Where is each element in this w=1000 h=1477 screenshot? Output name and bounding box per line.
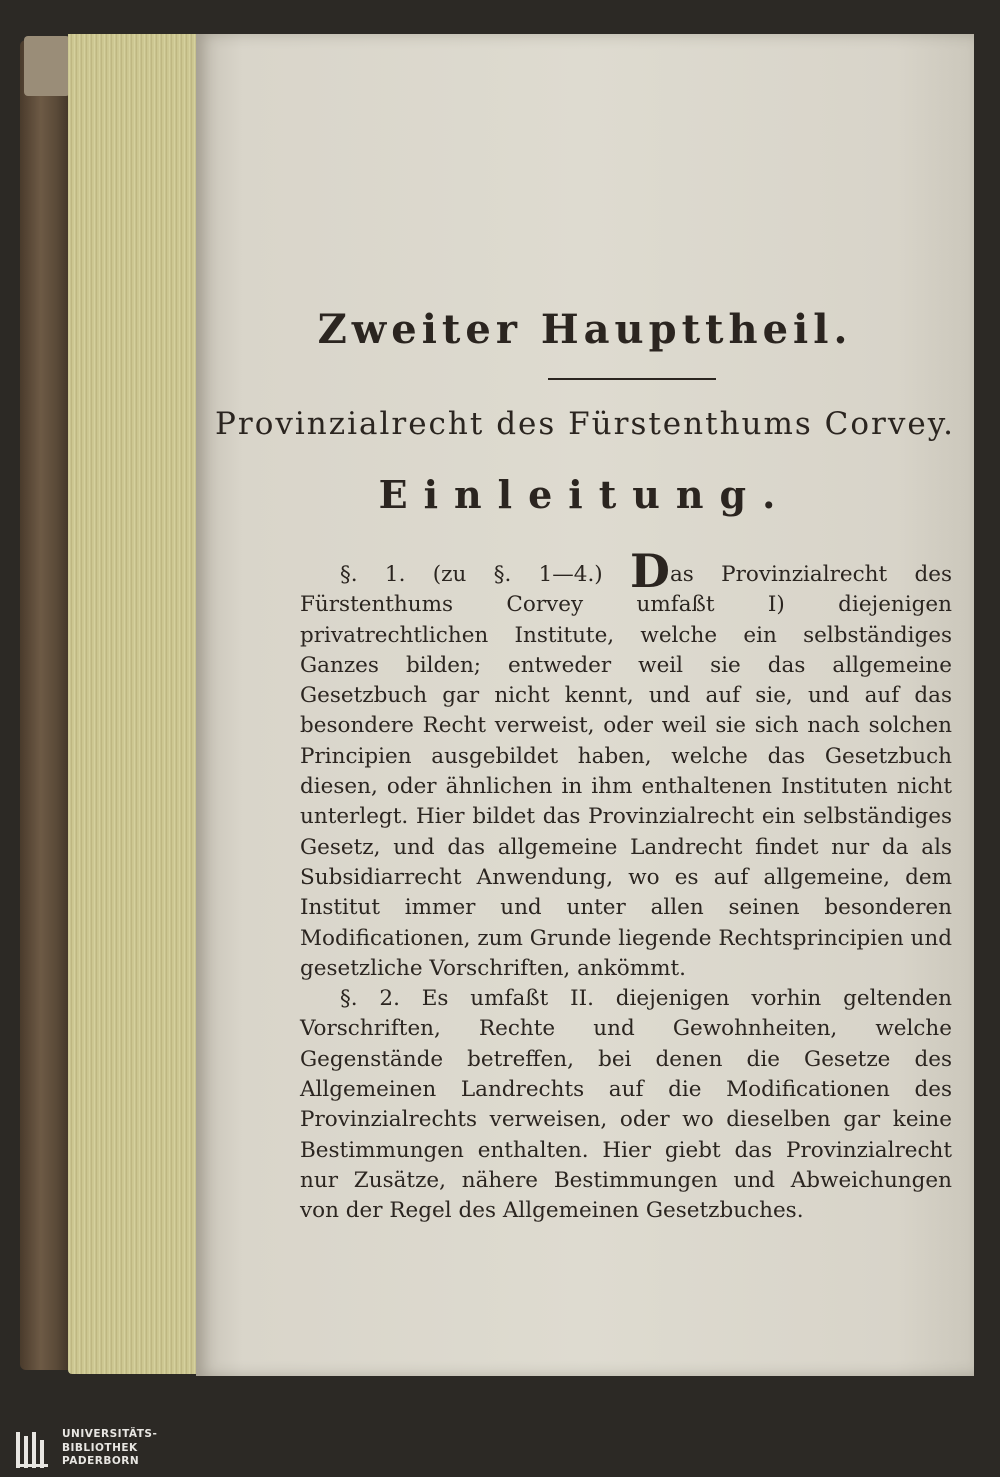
logo-line-2: BIBLIOTHEK — [62, 1441, 138, 1454]
library-logo-icon — [14, 1430, 52, 1470]
paragraph-1 — [300, 544, 952, 984]
logo-line-1: UNIVERSITÄTS- — [62, 1428, 158, 1440]
page-edges — [68, 34, 208, 1374]
paragraph-1-lead: §. 1. (zu §. 1—4.) — [340, 562, 603, 587]
title-rule — [548, 378, 716, 380]
chapter-title: Zweiter Haupttheil. — [317, 306, 853, 353]
book-cover-edge — [20, 40, 72, 1370]
paragraph-2: §. 2. Es umfaßt II. diejenigen vorhin geltenden Vorschriften, Rechte und Gewohnheiten, welche Gegenstände betreffen, bei denen die Gesetze des Allgemeinen Landrechts auf die Modificationen des Provinzialrechts verweisen, oder wo dieselben gar keine Bestimmungen enthalten. Hier giebt das Provinzialrecht nur Zusätze, nähere Bestimmungen und Abweichungen von der Regel des Allgemeinen Gesetzbuches. — [300, 986, 952, 1224]
chapter-subtitle: Provinzialrecht des Fürstenthums Corvey. — [215, 406, 955, 442]
logo-line-3: PADERBORN — [62, 1455, 140, 1467]
body-text — [300, 544, 952, 1227]
drop-cap: D — [630, 544, 670, 598]
section-heading: Einleitung. — [378, 472, 792, 517]
book-cover-corner — [24, 36, 70, 96]
library-logo-text — [62, 1428, 157, 1469]
paragraph-1-text: as Provinzialrecht des Fürstenthums Corvey umfaßt I) diejenigen privatrechtlichen Institute, welche ein selbständiges Ganzes bilden; entweder weil sie das allgemeine Gesetzbuch gar nicht kennt, und auf sie, und auf das besondere Recht verweist, oder weil sie sich nach solchen Principien ausgebildet haben, welche das Gesetzbuch diesen, oder ähnlichen in ihm enthaltenen Instituten nicht unterlegt. Hier bildet das Provinzialrecht ein selbständiges Gesetz, und das allgemeine Landrecht findet nur da als Subsidiarrecht Anwendung, wo es auf allgemeine, dem Institut immer und unter allen seinen besonderen Modificationen, zum Grunde liegende Rechtsprincipien und gesetzliche Vorschriften, ankömmt. — [300, 562, 952, 981]
library-logo — [10, 1428, 160, 1474]
